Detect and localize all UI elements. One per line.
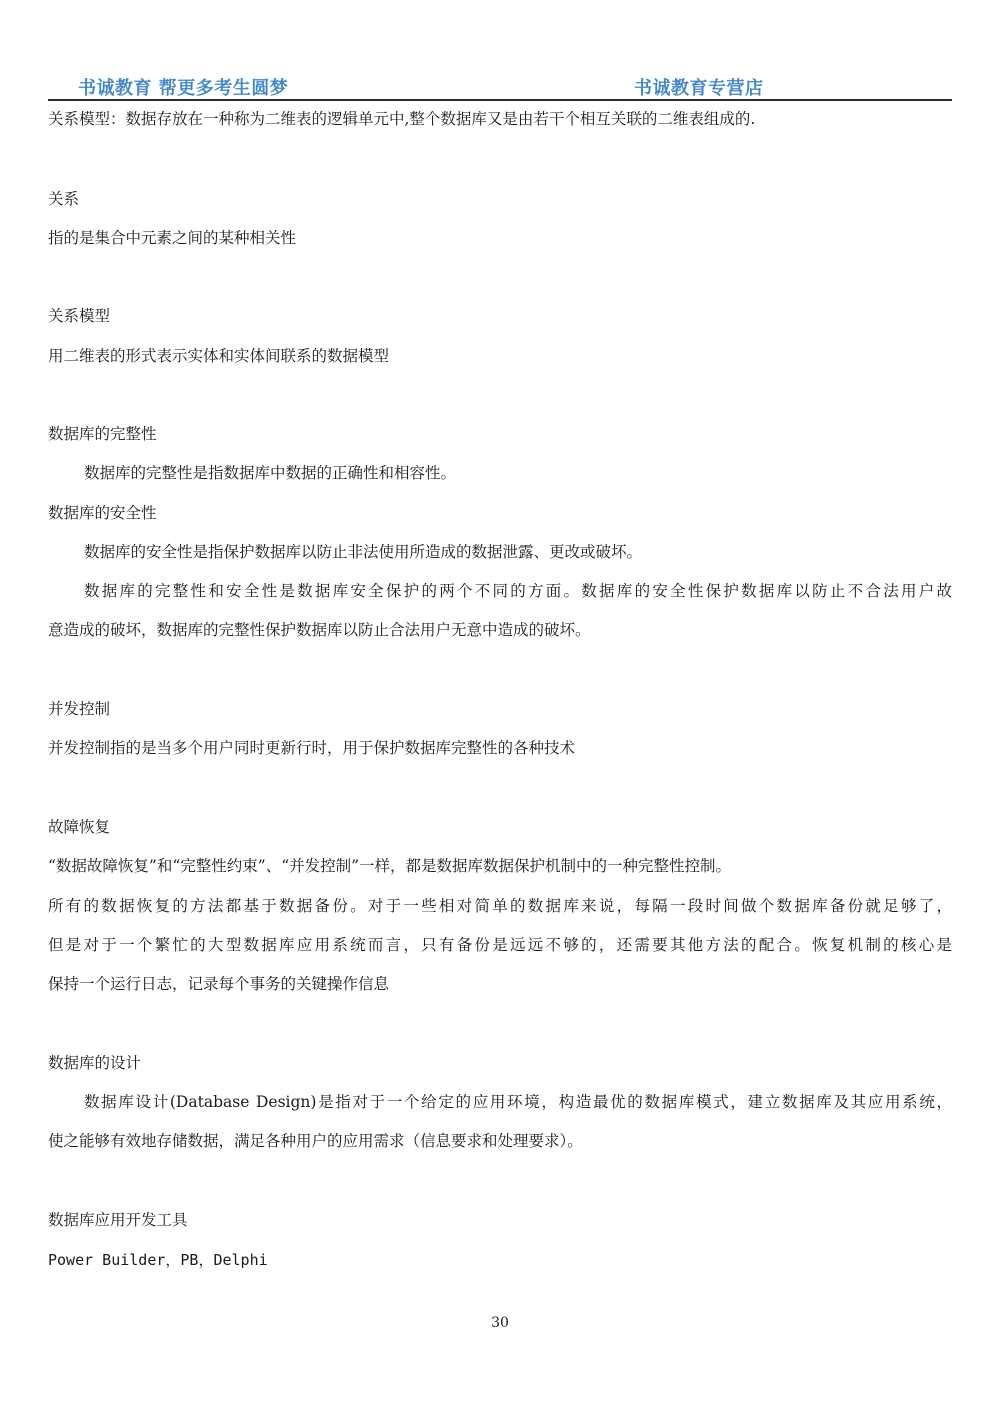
paragraph-relation: 指的是集合中元素之间的某种相关性 [48,229,297,247]
paragraph-recovery2-line1: 所有的数据恢复的方法都基于数据备份。对于一些相对简单的数据库来说，每隔一段时间做个数据库备份就足够了， [48,897,952,915]
heading-recovery: 故障恢复 [48,818,111,836]
header-right-store: 书诚教育专营店 [634,78,764,99]
paragraph-concurrency: 并发控制指的是当多个用户同时更新行时，用于保护数据库完整性的各种技术 [48,739,576,757]
heading-concurrency: 并发控制 [48,700,111,718]
heading-integrity: 数据库的完整性 [48,425,157,443]
page-number: 30 [491,1315,509,1331]
header-rule [48,99,952,101]
paragraph-tools: Power Builder，PB，Delphi [48,1251,268,1269]
paragraph-recovery2-line3: 保持一个运行日志，记录每个事务的关键操作信息 [48,975,390,993]
heading-relation-model: 关系模型 [48,307,111,325]
paragraph-design-line2: 使之能够有效地存储数据，满足各种用户的应用需求（信息要求和处理要求）。 [48,1132,583,1150]
heading-design: 数据库的设计 [48,1054,142,1072]
paragraph-relation-model: 用二维表的形式表示实体和实体间联系的数据模型 [48,347,390,365]
paragraph-compare-line2: 意造成的破坏，数据库的完整性保护数据库以防止合法用户无意中造成的破坏。 [48,621,591,639]
paragraph-compare-line1: 数据库的完整性和安全性是数据库安全保护的两个不同的方面。数据库的安全性保护数据库以防止不合法用户故 [84,582,952,600]
paragraph-integrity: 数据库的完整性是指数据库中数据的正确性和相容性。 [84,464,457,482]
heading-security: 数据库的安全性 [48,504,157,522]
paragraph-security: 数据库的安全性是指保护数据库以防止非法使用所造成的数据泄露、更改或破坏。 [84,543,643,561]
paragraph-design-line1: 数据库设计(Database Design)是指对于一个给定的应用环境，构造最优的数据库模式，建立数据库及其应用系统， [84,1093,952,1111]
heading-relation: 关系 [48,190,80,208]
header-left-slogan: 书诚教育 帮更多考生圆梦 [78,78,289,99]
intro-paragraph: 关系模型：数据存放在一种称为二维表的逻辑单元中,整个数据库又是由若干个相互关联的二维表组成的. [48,110,756,128]
paragraph-recovery2-line2: 但是对于一个繁忙的大型数据库应用系统而言，只有备份是远远不够的，还需要其他方法的配合。恢复机制的核心是 [48,936,952,954]
heading-tools: 数据库应用开发工具 [48,1211,188,1229]
paragraph-recovery1: “数据故障恢复”和“完整性约束”、“并发控制”一样，都是数据库数据保护机制中的一种完整性控制。 [48,857,732,875]
